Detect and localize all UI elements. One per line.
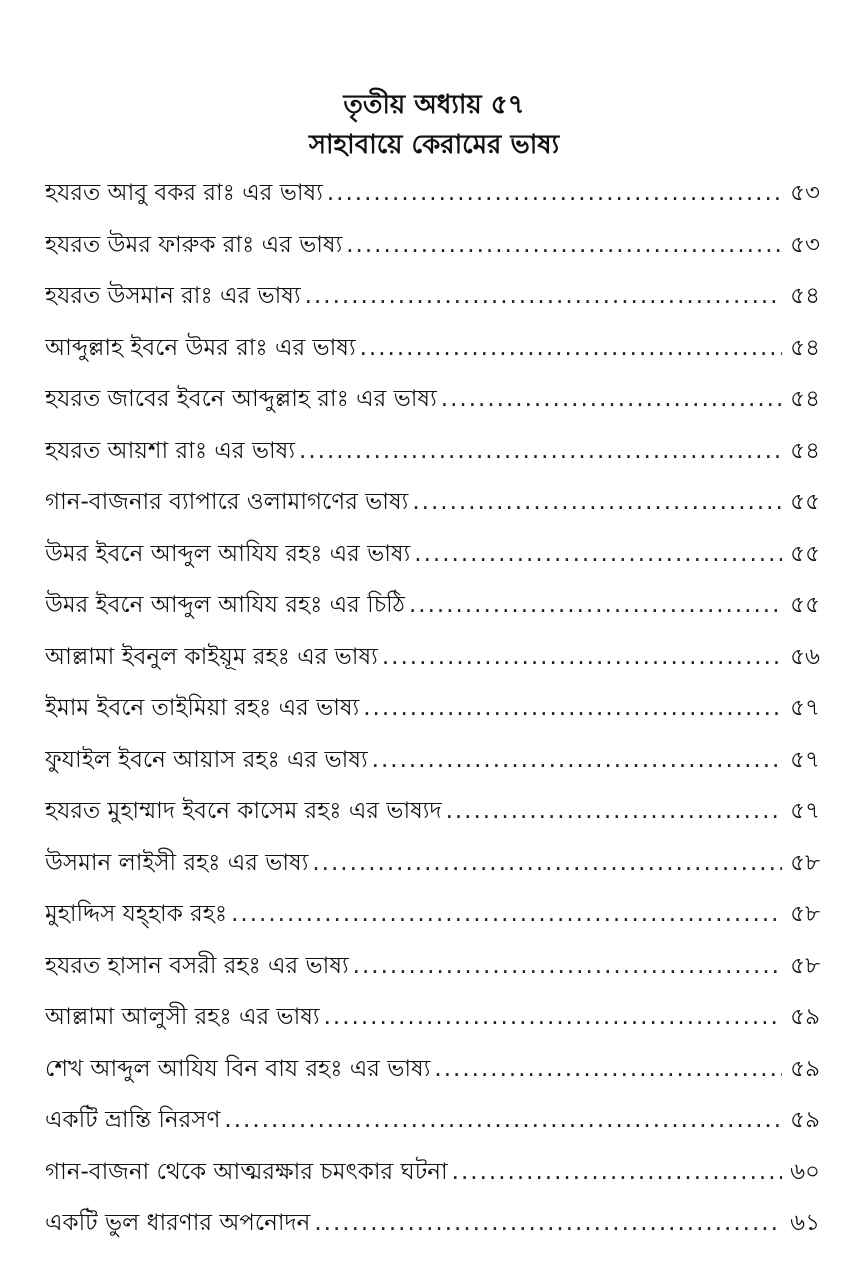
- dot-leader: [346, 223, 782, 267]
- toc-entry: [45, 1150, 820, 1202]
- dot-leader: [231, 892, 782, 936]
- chapter-title: তৃতীয় অধ্যায় ৫৭: [343, 90, 525, 120]
- toc-entry: [45, 1098, 820, 1150]
- dot-leader: [360, 326, 782, 370]
- toc-entry-page: ৫৭: [790, 695, 820, 721]
- toc-entry-text: হযরত উমর ফারুক রাঃ এর ভাষ্য: [45, 231, 343, 258]
- dot-leader: [353, 944, 782, 988]
- toc-entry: [45, 944, 820, 996]
- dot-leader: [314, 1201, 782, 1245]
- toc-entry-text: উসমান লাইসী রহঃ এর ভাষ্য: [45, 849, 309, 876]
- dot-leader: [224, 1098, 782, 1142]
- toc-entry-page: ৫৬: [790, 643, 820, 670]
- dot-leader: [409, 583, 782, 627]
- toc-entry-text: হযরত আয়শা রাঃ এর ভাষ্য: [45, 437, 296, 464]
- toc-entry-page: ৫৯: [790, 1107, 820, 1133]
- toc-entry-text: শেখ আব্দুল আযিয বিন বায রহঃ এর ভাষ্য: [45, 1055, 431, 1082]
- toc-entry-text: হযরত আবু বকর রাঃ এর ভাষ্য: [45, 180, 323, 206]
- toc-entry-text: আব্দুল্লাহ ইবনে উমর রাঃ এর ভাষ্য: [45, 334, 356, 361]
- toc-entry-page: ৫৪: [790, 283, 820, 309]
- toc-entry: [45, 841, 820, 893]
- toc-entry: [45, 1201, 820, 1253]
- toc-entry-page: ৫৯: [790, 1055, 820, 1082]
- toc-entry-page: ৫৩: [790, 231, 820, 258]
- dot-leader: [327, 171, 782, 215]
- toc-entry-page: ৫৫: [790, 592, 820, 618]
- table-of-contents: [45, 171, 820, 1253]
- toc-entry-text: ইমাম ইবনে তাইমিয়া রহঃ এর ভাষ্য: [45, 695, 360, 721]
- toc-entry: [45, 274, 820, 326]
- toc-entry-page: ৫৮: [790, 849, 820, 876]
- toc-entry-page: ৫৫: [790, 540, 820, 567]
- toc-entry: [45, 532, 820, 584]
- toc-entry-text: গান-বাজনার ব্যাপারে ওলামাগণের ভাষ্য: [45, 489, 409, 515]
- toc-entry: [45, 1047, 820, 1099]
- toc-entry: [45, 583, 820, 635]
- toc-entry: [45, 892, 820, 944]
- toc-entry-text: হযরত হাসান বসরী রহঃ এর ভাষ্য: [45, 952, 349, 979]
- toc-entry-page: ৬০: [790, 1158, 820, 1185]
- dot-leader: [363, 686, 782, 730]
- toc-entry: [45, 635, 820, 687]
- toc-entry: [45, 789, 820, 841]
- dot-leader: [324, 995, 782, 1039]
- dot-leader: [414, 532, 782, 576]
- toc-entry-page: ৫৮: [790, 952, 820, 979]
- toc-entry: [45, 686, 820, 738]
- toc-entry: [45, 429, 820, 481]
- toc-entry-page: ৫৪: [790, 386, 820, 412]
- toc-entry-text: হযরত উসমান রাঃ এর ভাষ্য: [45, 283, 301, 309]
- toc-entry-text: একটি ভুল ধারণার অপনোদন: [45, 1210, 311, 1236]
- dot-leader: [312, 841, 782, 885]
- toc-entry-page: ৫৩: [790, 180, 820, 206]
- toc-entry: [45, 326, 820, 378]
- toc-entry-page: ৫৪: [790, 437, 820, 464]
- toc-entry-text: উমর ইবনে আব্দুল আযিয রহঃ এর ভাষ্য: [45, 540, 411, 567]
- toc-entry-text: ফুযাইল ইবনে আয়াস রহঃ এর ভাষ্য: [45, 746, 368, 773]
- dot-leader: [305, 274, 782, 318]
- toc-entry: [45, 171, 820, 223]
- toc-entry-text: গান-বাজনা থেকে আত্মরক্ষার চমৎকার ঘটনা: [45, 1158, 448, 1185]
- toc-entry: [45, 480, 820, 532]
- toc-entry-text: হযরত জাবের ইবনে আব্দুল্লাহ রাঃ এর ভাষ্য: [45, 386, 437, 412]
- chapter-subtitle: সাহাবায়ে কেরামের ভাষ্য: [308, 130, 560, 160]
- dot-leader: [299, 429, 782, 473]
- toc-entry-text: মুহাদ্দিস যহ্হাক রহঃ: [45, 901, 228, 927]
- toc-entry: [45, 377, 820, 429]
- dot-leader: [434, 1047, 782, 1091]
- toc-entry-page: ৫৭: [790, 746, 820, 773]
- toc-entry-page: ৫৯: [790, 1004, 820, 1030]
- dot-leader: [382, 635, 782, 679]
- dot-leader: [446, 789, 782, 833]
- dot-leader: [372, 738, 782, 782]
- toc-entry-page: ৫৮: [790, 901, 820, 927]
- toc-entry-text: উমর ইবনে আব্দুল আযিয রহঃ এর চিঠি: [45, 592, 405, 618]
- toc-entry: [45, 995, 820, 1047]
- toc-entry-text: হযরত মুহাম্মাদ ইবনে কাসেম রহঃ এর ভাষ্যদ: [45, 798, 442, 824]
- dot-leader: [412, 480, 782, 524]
- toc-entry-page: ৬১: [790, 1210, 820, 1236]
- toc-entry-text: আল্লামা ইবনুল কাইয়ূম রহঃ এর ভাষ্য: [45, 643, 378, 670]
- toc-entry-page: ৫৪: [790, 334, 820, 361]
- toc-entry: [45, 738, 820, 790]
- toc-entry-page: ৫৭: [790, 798, 820, 824]
- toc-entry-page: ৫৫: [790, 489, 820, 515]
- dot-leader: [441, 377, 782, 421]
- toc-entry: [45, 223, 820, 275]
- dot-leader: [452, 1150, 782, 1194]
- toc-entry-text: একটি ভ্রান্তি নিরসণ: [45, 1107, 221, 1133]
- toc-entry-text: আল্লামা আলুসী রহঃ এর ভাষ্য: [45, 1004, 320, 1030]
